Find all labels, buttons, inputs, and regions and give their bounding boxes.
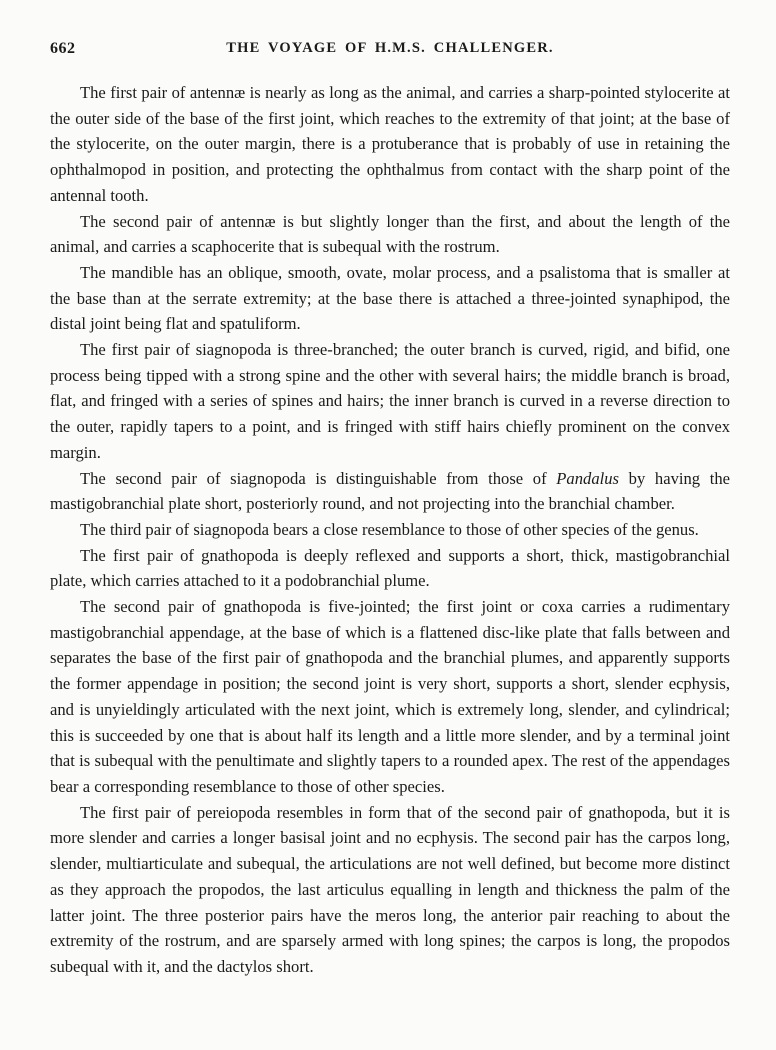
text-run: The first pair of antennæ is nearly as long as the animal, and carries a sharp-pointed stylocerite at the outer side of the base of the first joint, which reaches to the extremity of that joint; at the base of the stylocerite, on the outer margin, there is a protuberance that is probably of use in retaining the ophthalmopod in position, and protecting the ophthalmus from contact with the sharp point of the antennal tooth. [50, 83, 730, 205]
text-run: by having the mastigobranchial plate short, posteriorly round, and not projecting into the branchial chamber. [50, 468, 730, 514]
text-run: The first pair of gnathopoda is deeply reflexed and supports a short, thick, mastigobranchial plate, which carries attached to it a podobranchial plume. [50, 545, 730, 591]
paragraph [50, 260, 730, 337]
text-run: The second pair of siagnopoda is distinguishable from those of [80, 468, 557, 488]
body-text [50, 80, 730, 980]
italic-text-run: Pandalus [556, 468, 619, 488]
running-title: THE VOYAGE OF H.M.S. CHALLENGER. [226, 40, 554, 56]
paragraph [50, 80, 730, 209]
text-run: The mandible has an oblique, smooth, ovate, molar process, and a psalistoma that is smaller at the base than at the serrate extremity; at the base there is attached a three-jointed synaphipod, the distal joint being flat and spatuliform. [50, 262, 730, 334]
paragraph [50, 594, 730, 800]
page-number: 662 [50, 40, 76, 57]
text-run: The first pair of siagnopoda is three-branched; the outer branch is curved, rigid, and bifid, one process being tipped with a strong spine and the other with several hairs; the middle branch is broad, flat, and fringed with a series of spines and hairs; the inner branch is curved in a reverse direction to the outer, rapidly tapers to a point, and is fringed with stiff hairs chiefly prominent on the convex margin. [50, 340, 730, 462]
text-run: The second pair of gnathopoda is five-jointed; the first joint or coxa carries a rudimentary mastigobranchial appendage, at the base of which is a flattened disc-like plate that falls between and separates the base of the first pair of gnathopoda and the branchial plumes, and apparently supports the former appendage in position; the second joint is very short, supports a short, slender ecphysis, and is unyieldingly articulated with the next joint, which is extremely long, slender, and cylindrical; this is succeeded by one that is about half its length and a little more slender, and by a terminal joint that is subequal with the penultimate and slightly tapers to a rounded apex. The rest of the appendages bear a corresponding resemblance to those of other species. [50, 597, 730, 796]
text-run: The first pair of pereiopoda resembles in form that of the second pair of gnathopoda, but it is more slender and carries a longer basisal joint and no ecphysis. The second pair has the carpos long, slender, multiarticulate and subequal, the articulations are not well defined, but become more distinct as they approach the propodos, the last articulus equalling in length and thickness the palm of the latter joint. The three posterior pairs have the meros long, the anterior pair reaching to about the extremity of the rostrum, and are sparsely armed with long spines; the carpos is long, the propodos subequal with it, and the dactylos short. [50, 802, 730, 976]
paragraph [50, 800, 730, 980]
paragraph [50, 337, 730, 466]
paragraph [50, 517, 730, 543]
paragraph [50, 543, 730, 594]
paragraph [50, 209, 730, 260]
text-run: The third pair of siagnopoda bears a close resemblance to those of other species of the genus. [80, 519, 699, 539]
text-run: The second pair of antennæ is but slightly longer than the first, and about the length of the animal, and carries a scaphocerite that is subequal with the rostrum. [50, 211, 730, 257]
paragraph [50, 466, 730, 517]
page-header [50, 40, 730, 58]
